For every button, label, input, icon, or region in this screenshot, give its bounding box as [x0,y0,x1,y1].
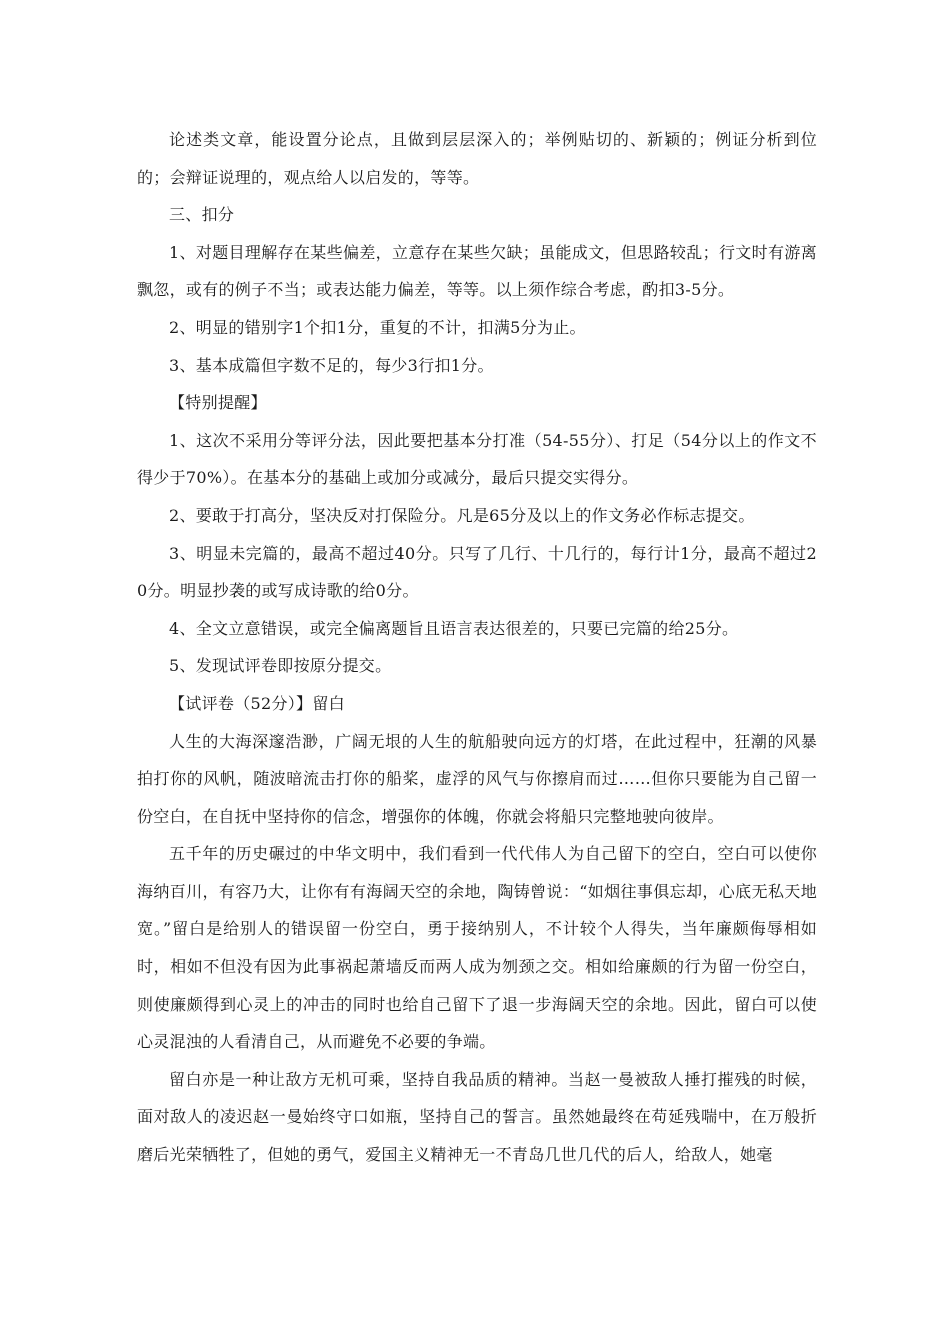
paragraph: 1、对题目理解存在某些偏差，立意存在某些欠缺；虽能成文，但思路较乱；行文时有游离飘忽，或有的例子不当；或表达能力偏差，等等。以上须作综合考虑，酌扣3-5分。 [137,242,817,300]
paragraph: 2、明显的错别字1个扣1分，重复的不计，扣满5分为止。 [169,317,586,337]
document-body [137,121,817,1174]
essay-title: 【试评卷（52分）】留白 [169,693,345,713]
section-heading: 三、扣分 [169,205,235,225]
essay-paragraph: 留白亦是一种让敌方无机可乘，坚持自我品质的精神。当赵一曼被敌人捶打摧残的时候，面对敌人的凌迟赵一曼始终守口如瓶，坚持自己的誓言。虽然她最终在苟延残喘中，在万般折磨后光荣牺牲了，但她的勇气，爱国主义精神无一不青岛几世几代的后人，给敌人，她毫 [137,1069,817,1165]
paragraph: 3、明显未完篇的，最高不超过40分。只写了几行、十几行的，每行计1分，最高不超过20分。明显抄袭的或写成诗歌的给0分。 [137,543,817,601]
paragraph: 3、基本成篇但字数不足的，每少3行扣1分。 [169,355,494,375]
paragraph: 2、要敢于打高分，坚决反对打保险分。凡是65分及以上的作文务必作标志提交。 [169,505,755,525]
essay-paragraph: 五千年的历史碾过的中华文明中，我们看到一代代伟人为自己留下的空白，空白可以使你海纳百川，有容乃大，让你有有海阔天空的余地，陶铸曾说：“如烟往事俱忘却，心底无私天地宽。”留白是给别人的错误留一份空白，勇于接纳别人，不计较个人得失，当年廉颇侮辱相如时，相如不但没有因为此事祸起萧墙反而两人成为刎颈之交。相如给廉颇的行为留一份空白，则使廉颇得到心灵上的冲击的同时也给自己留下了退一步海阔天空的余地。因此，留白可以使心灵混浊的人看清自己，从而避免不必要的争端。 [137,844,817,1052]
paragraph: 论述类文章，能设置分论点，且做到层层深入的；举例贴切的、新颖的；例证分析到位的；会辩证说理的，观点给人以启发的，等等。 [137,130,817,187]
section-heading: 【特别提醒】 [169,393,267,413]
paragraph: 1、这次不采用分等评分法，因此要把基本分打准（54-55分）、打足（54分以上的作文不得少于70%）。在基本分的基础上或加分或减分，最后只提交实得分。 [137,430,817,488]
paragraph: 5、发现试评卷即按原分提交。 [169,656,392,676]
paragraph: 4、全文立意错误，或完全偏离题旨且语言表达很差的，只要已完篇的给25分。 [169,618,739,638]
essay-paragraph: 人生的大海深邃浩渺，广阔无垠的人生的航船驶向远方的灯塔，在此过程中，狂潮的风暴拍打你的风帆，随波暗流击打你的船桨，虚浮的风气与你擦肩而过……但你只要能为自己留一份空白，在自抚中坚持你的信念，增强你的体魄，你就会将船只完整地驶向彼岸。 [137,731,817,826]
